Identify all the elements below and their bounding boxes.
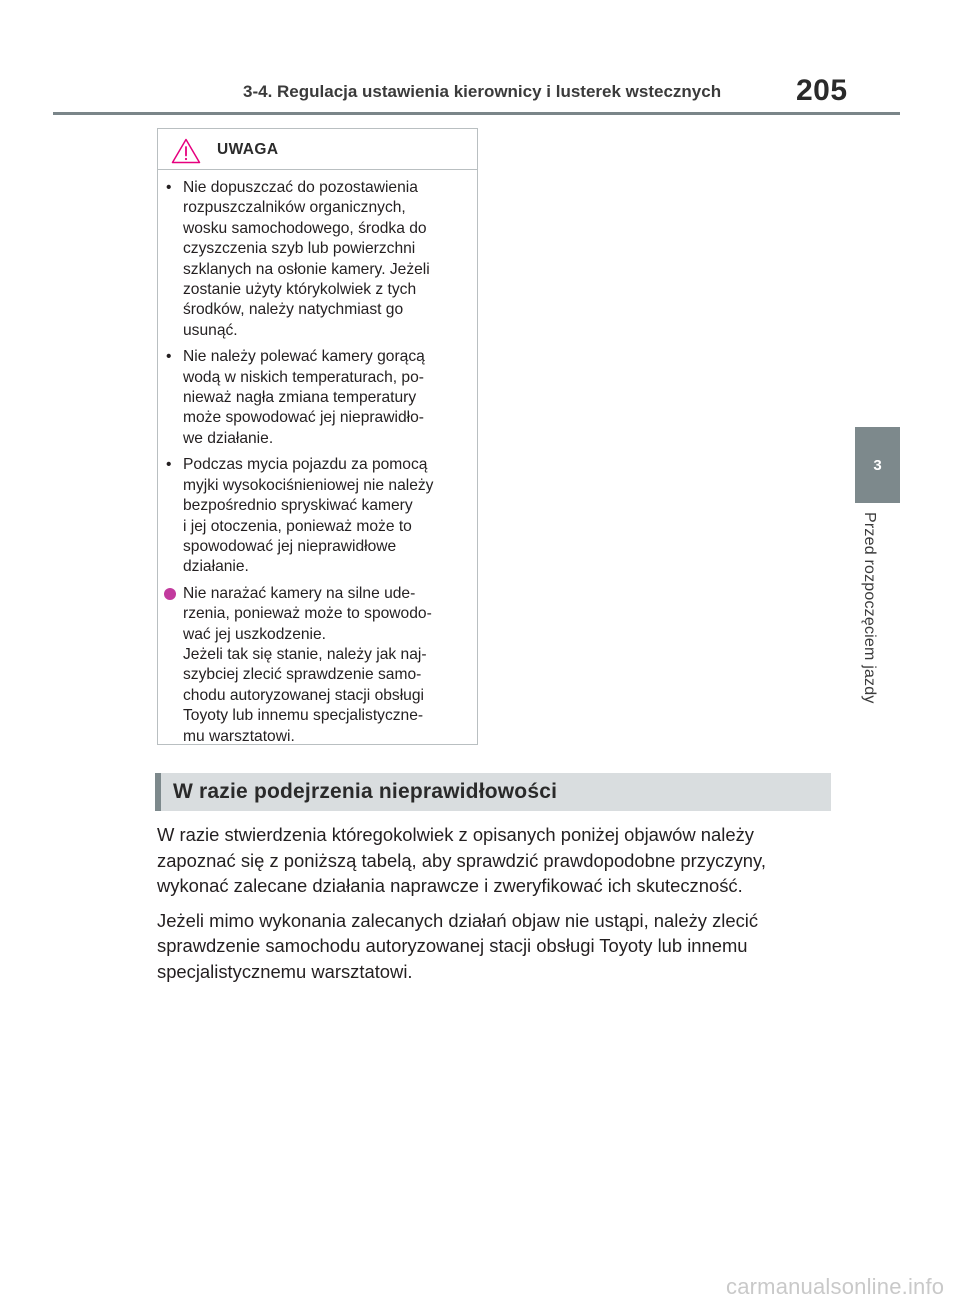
warning-header [158, 129, 477, 170]
body-text-line: Jeżeli mimo wykonania zalecanych działań objaw nie ustąpi, należy zlecić [157, 909, 759, 931]
watermark-text: carmanualsonline.info [726, 1274, 945, 1299]
warning-text-line: we działanie. [183, 429, 274, 447]
warning-list-item [166, 584, 471, 747]
warning-text-line: Toyoty lub innemu specjalistyczne- [183, 707, 424, 725]
warning-text-line: myjki wysokociśnieniowej nie należy [183, 476, 434, 494]
warning-list-item [166, 347, 471, 449]
warning-text-line: wodą w niskich temperaturach, po- [183, 368, 424, 386]
bullet-marker: • [166, 348, 172, 366]
body-text-line: W razie stwierdzenia któregokolwiek z opisanych poniżej objawów należy [157, 824, 754, 845]
warning-text-line: i jej otoczenia, ponieważ może to [183, 517, 412, 535]
warning-list [158, 170, 477, 747]
warning-text-line: Jeżeli tak się stanie, należy jak naj- [183, 645, 427, 663]
warning-text-line: Nie narażać kamery na silne ude- [183, 584, 416, 602]
body-paragraph [157, 908, 837, 985]
bullet-circle-icon [164, 588, 176, 600]
warning-box [157, 128, 478, 745]
warning-text-line: szybciej zlecić sprawdzenie samo- [183, 666, 422, 684]
page-number: 205 [796, 74, 848, 107]
chapter-number: 3 [873, 456, 882, 474]
warning-text-line: Nie należy polewać kamery gorącą [183, 348, 425, 366]
warning-label: UWAGA [217, 141, 279, 158]
running-header-title: 3-4. Regulacja ustawienia kierownicy i lusterek wstecznych [243, 82, 722, 101]
warning-text-line: chodu autoryzowanej stacji obsługi [183, 686, 424, 704]
warning-text-line: działanie. [183, 558, 249, 576]
warning-text-line: wać jej uszkodzenie. [183, 625, 327, 643]
body-text-line: sprawdzenie samochodu autoryzowanej stacji obsługi Toyoty lub innemu [157, 935, 748, 957]
warning-text-line: rozpuszczalników organicznych, [183, 199, 406, 217]
warning-text-line: bezpośrednio spryskiwać kamery [183, 497, 413, 515]
bullet-marker: • [166, 179, 172, 196]
body-text [157, 822, 837, 994]
body-text-line: specjalistycznemu warsztatowi. [157, 960, 413, 982]
warning-text-line: może spowodować jej nieprawidło- [183, 409, 424, 427]
warning-text-line: zostanie użyty którykolwiek z tych [183, 281, 417, 299]
section-heading [155, 773, 831, 811]
body-text-line: wykonać zalecane działania naprawcze i zweryfikować ich skuteczność. [157, 875, 743, 897]
warning-text-line: nieważ nagła zmiana temperatury [183, 389, 417, 407]
warning-text-line: środków, należy natychmiast go [183, 301, 404, 319]
chapter-title-vertical: Przed rozpoczęciem jazdy [861, 512, 878, 704]
warning-list-item [166, 178, 471, 341]
bullet-marker: • [166, 456, 172, 474]
warning-text-line: czyszczenia szyb lub powierzchni [183, 240, 416, 258]
warning-text-line: szklanych na osłonie kamery. Jeżeli [183, 260, 430, 278]
warning-text-line: rzenia, ponieważ może to spowodo- [183, 605, 432, 623]
chapter-tab[interactable] [855, 427, 900, 503]
warning-text-line: Nie dopuszczać do pozostawienia [183, 179, 418, 196]
body-text-line: zapoznać się z poniższą tabelą, aby sprawdzić prawdopodobne przyczyny, [157, 849, 766, 871]
warning-triangle-icon [171, 138, 201, 164]
warning-text-line: usunąć. [183, 321, 238, 339]
warning-text-line: Podczas mycia pojazdu za pomocą [183, 456, 428, 474]
header-divider [53, 112, 900, 115]
warning-text-line: spowodować jej nieprawidłowe [183, 537, 397, 555]
section-heading-text: W razie podejrzenia nieprawidłowości [173, 780, 558, 803]
warning-text-line: wosku samochodowego, środka do [183, 219, 427, 237]
warning-list-item [166, 455, 471, 577]
body-paragraph [157, 822, 837, 899]
warning-text-line: mu warsztatowi. [183, 727, 295, 745]
